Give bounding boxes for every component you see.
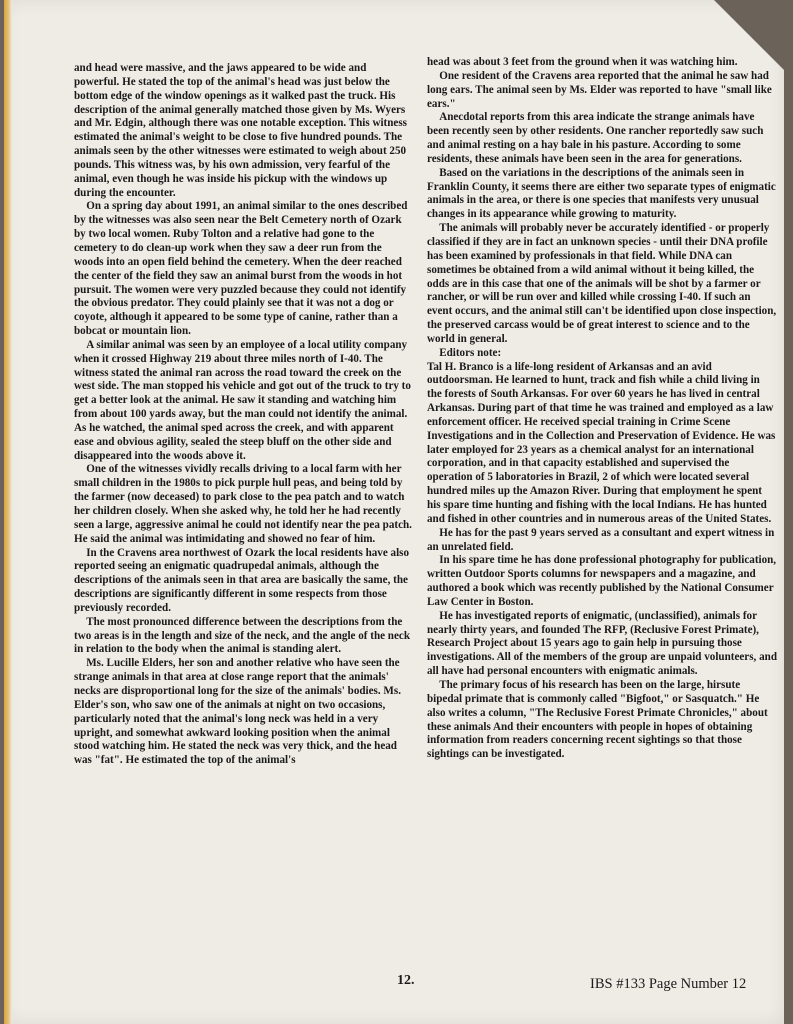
- left-paragraph-5: In the Cravens area northwest of Ozark the local residents have also reported seeing an enigmatic quadrupedal animals, although the descriptions of the animals seen in that area are basically the same, the descriptions are significantly different in some respects from those previously recorded.: [74, 546, 410, 614]
- left-paragraph-7: Ms. Lucille Elders, her son and another relative who have seen the strange animals in that area at close range report that the animals' necks are disproportional long for the size of the animals' bodies. Ms. Elder's son, who saw one of the animals at night on two occasions, particularly noted that the animal's long neck was held in a very upright, and somewhat awkward looking position when the animal stood watching him. He stated the neck was very thick, and the head was "fat". He estimated the top of the animal's: [74, 657, 401, 767]
- right-paragraph-1: head was about 3 feet from the ground when it was watching him.: [427, 56, 738, 68]
- left-paragraph-6: The most pronounced difference between the descriptions from the two areas is in the length and size of the neck, and the angle of the neck in relation to the body when the animal is standing alert.: [74, 615, 410, 656]
- left-paragraph-2: On a spring day about 1991, an animal similar to the ones described by the witnesses was also seen near the Belt Cemetery north of Ozark by two local women. Ruby Tolton and a relative had gone to the cemetery to do clean-up work when they saw a deer run from the woods into an open field behind the cemetery. When the deer reached the center of the field they saw an animal burst from the woods in hot pursuit. The women were very puzzled because they could not identify the obvious predator. They could plainly see that it was not a dog or coyote, although it appeared to be some type of canine, rather than a bobcat or mountain lion.: [74, 200, 408, 338]
- magazine-page: [4, 0, 784, 1024]
- right-paragraph-8: He has for the past 9 years served as a consultant and expert witness in an unrelated field.: [427, 526, 775, 553]
- right-paragraph-9: In his spare time he has done professional photography for publication, written Outdoor Sports columns for newspapers and a magazine, and authored a book which was recently published by the National Consumer Law Center in Boston.: [427, 554, 777, 608]
- left-column: [74, 62, 414, 768]
- page-number: 12.: [397, 973, 415, 988]
- right-paragraph-3: Anecdotal reports from this area indicate the strange animals have been recently seen by other residents. One rancher reportedly saw such and animal resting on a hay bale in his pasture. According to some residents, these animals have been seen in the area for generations.: [427, 111, 764, 165]
- right-paragraph-2: One resident of the Cravens area reported that the animal he saw had long ears. The animal seen by Ms. Elder was reported to have "small like ears.": [427, 69, 772, 110]
- author-bio-paragraph: Tal H. Branco is a life-long resident of Arkansas and an avid outdoorsman. He learned to hunt, track and fish while a child living in the forests of South Arkansas. For over 60 years he has lived in central Arkansas. During part of that time he was trained and employed as a law enforcement officer. He received special training in Crime Scene Investigations and in the Collection and Preservation of Evidence. He was later employed for 23 years as a chemical analyst for an international corporation, and in that capacity established and supervised the operation of 5 laboratories in Brazil, 2 of which were located several hundred miles up the Amazon River. During that employment he spent his spare time hunting and fishing with the local Indians. He has hunted and fished in other countries and in numerous areas of the United States.: [427, 360, 776, 525]
- left-paragraph-1: and head were massive, and the jaws appeared to be wide and powerful. He stated the top of the animal's head was just below the bottom edge of the window openings as it walked past the truck. His description of the animal generally matched those given by Ms. Wyers and Mr. Edgin, although there was one notable exception. This witness estimated the animal's weight to be close to five hundred pounds. The animals seen by the other witnesses were estimated to weigh about 250 pounds. This witness was, by his own admission, very fearful of the animal, even though he was inside his pickup with the windows up during the encounter.: [74, 62, 407, 199]
- editors-note-heading: Editors note:: [439, 346, 502, 359]
- right-paragraph-4: Based on the variations in the descriptions of the animals seen in Franklin County, it seems there are either two separate types of enigmatic animals in the area, or there is one species that manifests very unusual changes in its appearance while growing to maturity.: [427, 166, 776, 221]
- right-paragraph-5: The animals will probably never be accurately identified - or properly classified if they are in fact an unknown species - until their DNA profile has been examined by professionals in that field. While DNA can sometimes be obtained from a wild animal without it being killed, the odds are in this case that one of the animals will be shot by a farmer or rancher, or will be run over and killed while crossing I-40. If such an event occurs, and the animal still can't be identified upon close inspection, the preserved carcass would be of great interest to science and to the world in general.: [427, 222, 777, 345]
- right-paragraph-11: The primary focus of his research has been on the large, hirsute bipedal primate that is commonly called "Bigfoot," or Sasquatch." He also writes a column, "The Reclusive Forest Primate Chronicles," about these animals And their encounters with people in hopes of obtaining information from readers concerning recent sightings so that those sightings can be investigated.: [427, 678, 768, 761]
- left-paragraph-4: One of the witnesses vividly recalls driving to a local farm with her small children in the 1980s to pick purple hull peas, and being told by the farmer (now deceased) to park close to the pea patch and to watch her children closely. When she asked why, he told her he had recently seen a large, aggressive animal he could not identify near the pea patch. He said the animal was intimidating and showed no fear of him.: [74, 463, 412, 545]
- left-paragraph-3: A similar animal was seen by an employee of a local utility company when it crossed Highway 219 about three miles north of I-40. The witness stated the animal ran across the road toward the creek on the west side. The man stopped his vehicle and got out of the truck to try to get a better look at the animal. He saw it standing and watching him from about 100 yards away, but the man could not identify the animal. As he watched, the animal sped across the creek, and with apparent ease and obvious agility, sealed the steep bluff on the other side and disappeared into the woods above it.: [74, 338, 411, 462]
- issue-label: IBS #133 Page Number 12: [590, 976, 747, 992]
- right-paragraph-10: He has investigated reports of enigmatic, (unclassified), animals for nearly thirty years, and founded The RFP, (Reclusive Forest Primate), Research Project about 15 years ago to gain help in pursuing those investigations. All of the members of the group are unpaid volunteers, and all have had personal encounters with enigmatic animals.: [427, 609, 777, 678]
- right-column: [427, 56, 777, 762]
- page-edge: [4, 0, 12, 1024]
